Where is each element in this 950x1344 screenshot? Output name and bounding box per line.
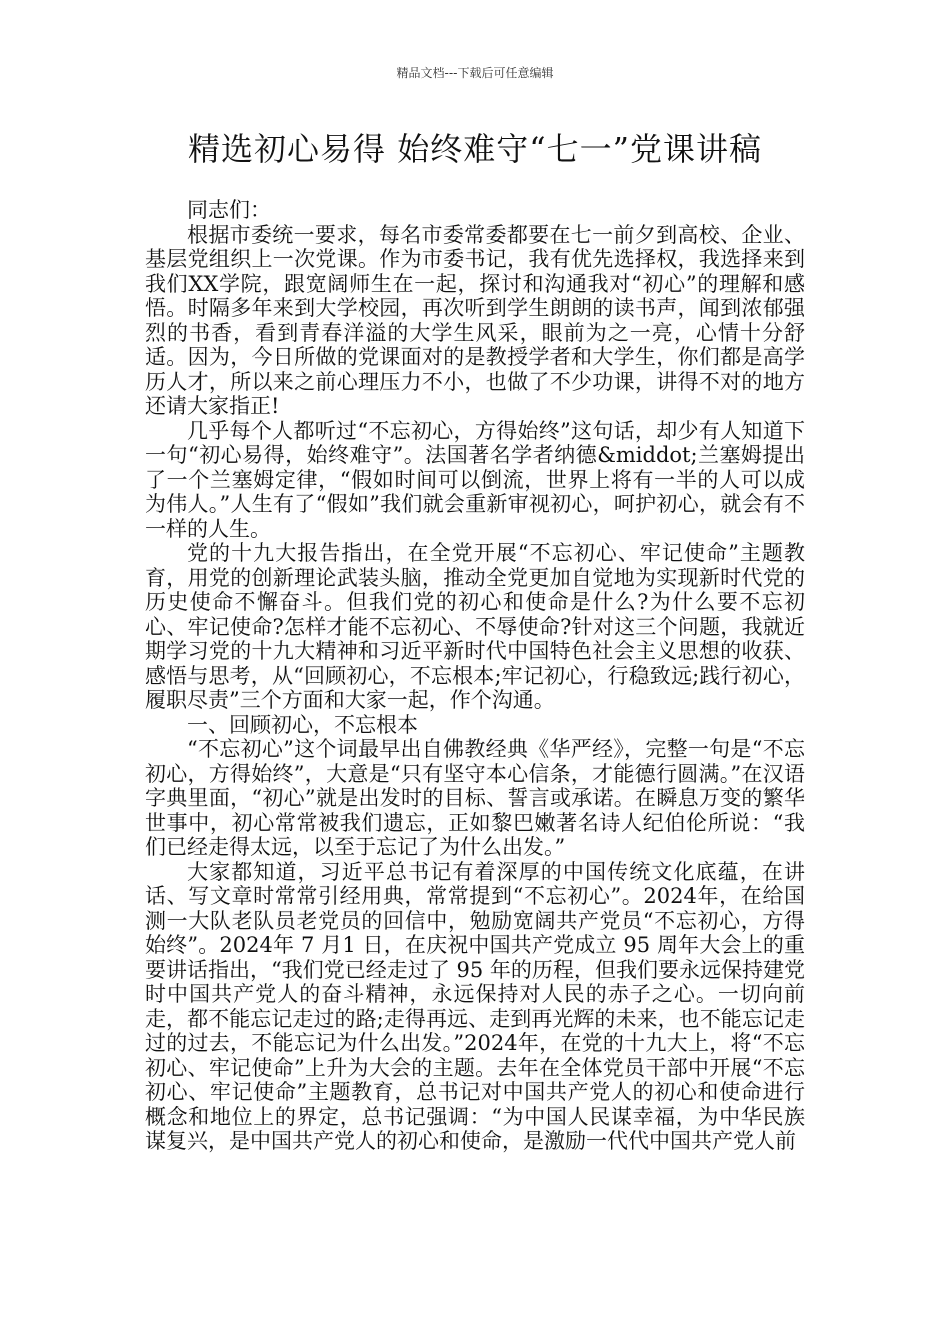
paragraph: 大家都知道，习近平总书记有着深厚的中国传统文化底蕴，在讲话、写文章时常常引经用典，常常提到“不忘初心”。2024年，在给国测一大队老队员老党员的回信中，勉励宽阔共产党员“不忘初心，方得始终”。2024年 7 月1 日，在庆祝中国共产党成立 95 周年大会上的重要讲话指出，“我们党已经走过了 95 年的历程，但我们要永远保持建党时中国共产党人的奋斗精神，永远保持对人民的赤子之心。一切向前走，都不能忘记走过的路;走得再远、走到再光辉的未来，也不能忘记走过的过去，不能忘记为什么出发。”2024年，在党的十九大上，将“不忘初心、牢记使命”上升为大会的主题。去年在全体党员干部中开展“不忘初心、牢记使命”主题教育，总书记对中国共产党人的初心和使命进行概念和地位上的界定，总书记强调：“为中国人民谋幸福，为中华民族谋复兴，是中国共产党人的初心和使命，是激励一代代中国共产党人前 [145, 859, 805, 1153]
paragraph: “不忘初心”这个词最早出自佛教经典《华严经》，完整一句是“不忘初心，方得始终”，大意是“只有坚守本心信条，才能德行圆满。”在汉语字典里面，“初心”就是出发时的目标、誓言或承诺。在瞬息万变的繁华世事中，初心常常被我们遗忘，正如黎巴嫩著名诗人纪伯伦所说：“我们已经走得太远，以至于忘记了为什么出发。” [145, 737, 805, 859]
section-heading: 一、回顾初心，不忘根本 [187, 712, 418, 737]
paragraph: 根据市委统一要求，每名市委常委都要在七一前夕到高校、企业、基层党组织上一次党课。作为市委书记，我有优先选择权，我选择来到我们XX学院，跟宽阔师生在一起，探讨和沟通我对“初心”的理解和感悟。时隔多年来到大学校园，再次听到学生朗朗的读书声，闻到浓郁强烈的书香，看到青春洋溢的大学生风采，眼前为之一亮，心情十分舒适。因为，今日所做的党课面对的是教授学者和大学生，你们都是高学历人才，所以来之前心理压力不小，也做了不少功课，讲得不对的地方还请大家指正! [145, 222, 805, 418]
paragraph-salutation: 同志们： [187, 198, 271, 222]
page-header: 精品文档---下载后可任意编辑 [396, 66, 554, 80]
paragraph: 几乎每个人都听过“不忘初心，方得始终”这句话，却少有人知道下一句“初心易得，始终难守”。法国著名学者纳德&middot;兰塞姆提出了一个兰塞姆定律，“假如时间可以倒流，世界上将有一半的人可以成为伟人。”人生有了“假如”我们就会重新审视初心，呵护初心，就会有不一样的人生。 [145, 418, 805, 541]
paragraph: 党的十九大报告指出，在全党开展“不忘初心、牢记使命”主题教育，用党的创新理论武装头脑，推动全党更加自觉地为实现新时代党的历史使命不懈奋斗。但我们党的初心和使命是什么?为什么要不忘初心、牢记使命?怎样才能不忘初心、不辱使命?针对这三个问题，我就近期学习党的十九大精神和习近平新时代中国特色社会主义思想的收获、感悟与思考，从“回顾初心，不忘根本;牢记初心，行稳致远;践行初心，履职尽责”三个方面和大家一起，作个沟通。 [145, 541, 805, 712]
document-body [145, 198, 805, 1154]
document-title: 精选初心易得 始终难守“七一”党课讲稿 [188, 130, 762, 168]
